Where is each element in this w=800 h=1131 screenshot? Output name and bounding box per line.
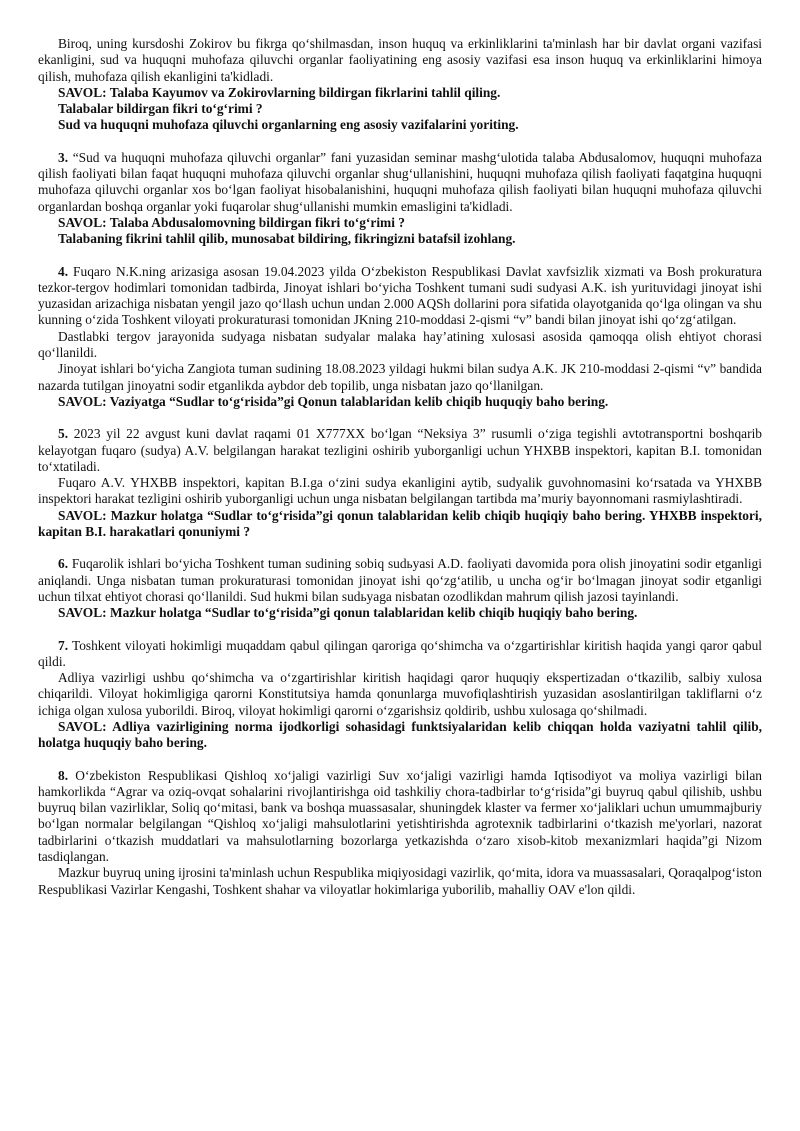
case-paragraph: Adliya vazirligi ushbu qo‘shimcha va o‘zgartirishlar kiritish haqidagi qaror huquqiy ekspertizadan o‘tkazilib, salbiy xulosa chiqarildi. Viloyat hokimligiga qarorni Konstitutsiya hamda qonunlarga muvofiqlashtirish yuzasidan asoslantirilgan takliflarni o‘z ichiga olgan xulosa yuborildi. Biroq, viloyat hokimligi qarorni o‘zgarishsiz qoldirib, ushbu xulosaga qo‘shilmadi.: [38, 670, 762, 718]
question-line: SAVOL: Talaba Abdusalomovning bildirgan fikri to‘g‘rimi ?: [58, 214, 405, 230]
case-number: 8.: [58, 767, 69, 783]
case-section-6: [38, 556, 762, 621]
case-number: 6.: [58, 556, 69, 572]
case-paragraph: [38, 150, 762, 215]
case-text: Fuqarolik ishlari bo‘yicha Toshkent tuman sudining sobiq sudьyasi A.D. faoliyati davomida pora olish jinoyatini sodir etganligi aniqlandi. Unga nisbatan tuman prokuraturasi tomonidan jinoyat ishi qo‘zg‘atilib, u uncha og‘ir bo‘lmagan jinoyat sodir etganligi uchun tilxat ehtiyot chorasi qo‘llanildi. Sud hukmi bilan sudьyaga nisbatan ozodlikdan mahrum qilish jazosi tayinlandi.: [38, 556, 762, 604]
case-section-4: [38, 264, 762, 411]
case-text: Fuqaro N.K.ning arizasiga asosan 19.04.2023 yilda O‘zbekiston Respublikasi Davlat xavfsizlik xizmati va Bosh prokuratura tezkor-tergov hodimlari tomonidan tadbirda, Jinoyat ishlari bo‘yicha Toshkent tumani sudi sudyasi A.K. ish yurituvidagi jinoyat ishi yuzasidan arizachiga nisbatan yengil jazo qo‘llash uchun undan 2.000 AQSh dollarini pora sifatida olayotganida qo‘lga olingan va shu kunning o‘zida Toshkent viloyati prokuraturasi tomonidan JKning 210-moddasi 2-qismi “v” bandi bilan jinoyat ishi qo‘zg‘atilgan.: [38, 263, 762, 328]
case-paragraph: [38, 556, 762, 605]
case-paragraph: [38, 264, 762, 329]
case-section-8: [38, 768, 762, 898]
question-line: SAVOL: Mazkur holatga “Sudlar to‘g‘risida”gi qonun talablaridan kelib chiqib huqiqiy baho bering.: [58, 605, 638, 621]
case-section-3: [38, 150, 762, 248]
case-number: 7.: [58, 637, 69, 653]
case-paragraph: Jinoyat ishlari bo‘yicha Zangiota tuman sudining 18.08.2023 yildagi hukmi bilan sudya A.K. JK 210-moddasi 2-qismi “v” bandida nazarda tutilgan jinoyatni sodir etganlikda aybdor deb topilib, unga nisbatan jazo qo‘llanilgan.: [38, 361, 762, 393]
case-paragraph: Fuqaro A.V. YHXBB inspektori, kapitan B.I.ga o‘zini sudya ekanligini aytib, sudyalik guvohnomasini ko‘rsatada va YHXBB inspektori harakat tezligini oshirib yuborganligi uchun unga nisbatan belgilangan tartibda ma’muriy bayonnomani rasmiylashtiradi.: [38, 475, 762, 507]
question-line: SAVOL: Adliya vazirligining norma ijodkorligi sohasidagi funktsiyalaridan kelib chiqqan holda vaziyatni tahlil qilib, holatga huquqiy baho bering.: [38, 718, 762, 751]
case-paragraph: [38, 426, 762, 475]
case-section-7: [38, 638, 762, 752]
case-paragraph: Mazkur buyruq uning ijrosini ta'minlash uchun Respublika miqiyosidagi vazirlik, qo‘mita, idora va muassasalari, Qoraqalpog‘iston Respublikasi Vazirlar Kengashi, Toshkent shahar va viloyatlar hokimlariga yuborilib, mahalliy OAV e'lon qildi.: [38, 865, 762, 897]
case-text: Toshkent viloyati hokimligi muqaddam qabul qilingan qaroriga qo‘shimcha va o‘zgartirishlar kiritish haqida yangi qaror qabul qildi.: [38, 637, 762, 669]
question-line: SAVOL: Mazkur holatga “Sudlar to‘g‘risida”gi qonun talablaridan kelib chiqib huqiqiy baho bering. YHXBB inspektori, kapitan B.I. harakatlari qonuniymi ?: [38, 507, 762, 540]
case-paragraph: [38, 768, 762, 866]
question-line: Talabalar bildirgan fikri to‘g‘rimi ?: [58, 101, 263, 117]
case-section-continued: [38, 36, 762, 134]
question-line: Sud va huquqni muhofaza qiluvchi organlarning eng asosiy vazifalarini yoriting.: [58, 117, 519, 133]
case-text: 2023 yil 22 avgust kuni davlat raqami 01 X777XX bo‘lgan “Neksiya 3” rusumli o‘ziga tegishli avtotransportni boshqarib kelayotgan fuqaro (sudya) A.V. belgilangan harakat tezligini oshirib yuborganligi uchun YHXBB inspektori, kapitan B.I. tomonidan to‘xtatiladi.: [38, 426, 762, 474]
question-line: Talabaning fikrini tahlil qilib, munosabat bildiring, fikringizni batafsil izohlang.: [58, 231, 516, 247]
case-number: 4.: [58, 263, 69, 279]
case-section-5: [38, 426, 762, 540]
case-number: 3.: [58, 149, 69, 165]
case-paragraph: Dastlabki tergov jarayonida sudyaga nisbatan sudyalar malaka hay’atining xulosasi asosida qamoqqa olish ehtiyot chorasi qo‘llanildi.: [38, 328, 762, 361]
case-paragraph: Biroq, uning kursdoshi Zokirov bu fikrga qo‘shilmasdan, inson huquq va erkinliklarini ta'minlash har bir davlat organi vazifasi ekanligini, sud va huquqni muhofaza qiluvchi organlar faoliyatining eng asosiy vazifasi esa inson huquq va erkinliklarini himoya qilish, muhofaza qilish ekanligini ta'kidladi.: [38, 36, 762, 84]
case-text: “Sud va huquqni muhofaza qiluvchi organlar” fani yuzasidan seminar mashg‘ulotida talaba Abdusalomov, huquqni muhofaza qilish faoliyati bilan faqat huquqni muhofaza qiluvchi organlar shug‘ullanishini, huquqni muhofaza qilish faoliyati faqatgina huquqni muhofaza qiluvchi organlar xos bo‘lgan faoliyat hisobalanishini, huquqni muhofaza qilish faoliyati bilan huquqni muhofaza qiluvchi organlardan boshqa organlar yoki fuqarolar shug‘ullanishi mumkin emasligini ta'kidladi.: [38, 149, 763, 214]
question-line: SAVOL: Vaziyatga “Sudlar to‘g‘risida”gi Qonun talablaridan kelib chiqib huquqiy baho bering.: [58, 393, 609, 409]
case-number: 5.: [58, 426, 69, 442]
question-line: SAVOL: Talaba Kayumov va Zokirovlarning bildirgan fikrlarini tahlil qiling.: [58, 84, 501, 100]
case-paragraph: [38, 638, 762, 671]
case-text: O‘zbekiston Respublikasi Qishloq xo‘jaligi vazirligi Suv xo‘jaligi vazirligi hamda Iqtisodiyot va moliya vazirligi bilan hamkorlikda “Agrar va oziq-ovqat sohalarini rivojlantirishga oid tashkiliy chora-tadbirlar to‘g‘risida”gi buyruq qabul qilishib, ushbu buyruq bilan vazirliklar, Soliq qo‘mitasi, bank va boshqa muassasalar, shuningdek klaster va fermer xo‘jaliklari uchun umummajburiy bo‘lgan normalar belgilangan “Qishloq xo‘jaligi mahsulotlarini yetishtirishda agrotexnik tadbirlarini o‘tkazish me'yorlari, nazorat tadbirlarini o‘tkazish muddatlari va mahsulotlarning bozorlarga yetkazishda o‘zaro xisob-kitob mexanizmlari haqida”gi Nizom tasdiqlangan.: [38, 767, 762, 865]
